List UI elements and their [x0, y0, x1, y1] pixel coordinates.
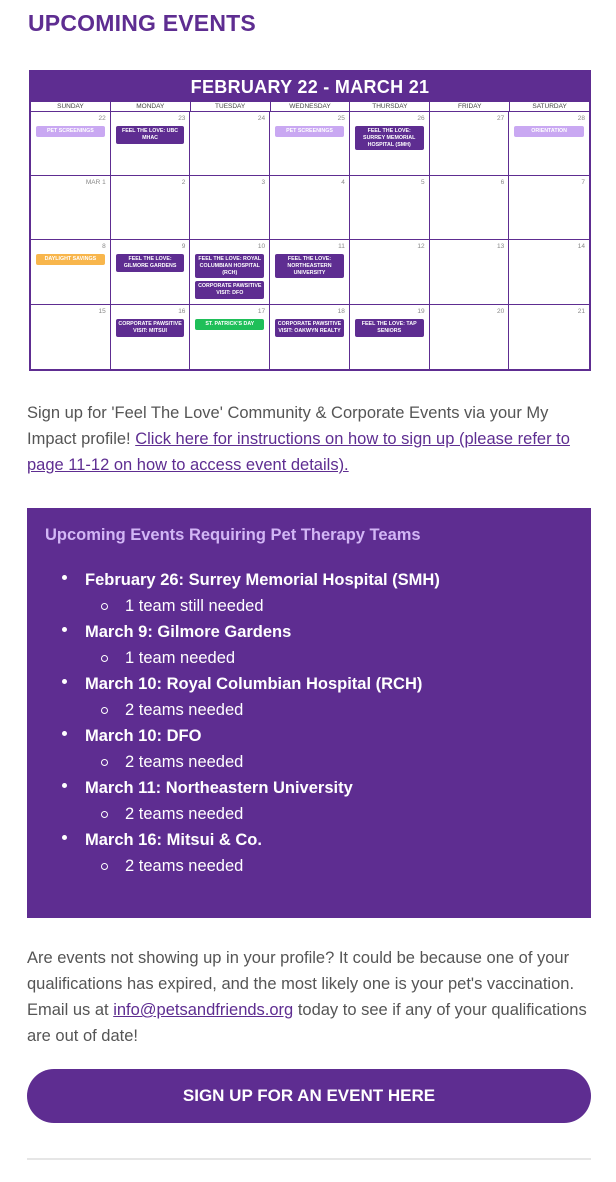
signup-instructions-link[interactable]: Click here for instructions on how to sign up (please refer to page 11-12 on how to access event details).	[27, 430, 570, 474]
calendar-event: FEEL THE LOVE: GILMORE GARDENS	[116, 254, 185, 272]
calendar-date: 20	[497, 307, 505, 315]
event-need: 2 teams needed	[85, 853, 573, 879]
list-item	[85, 723, 573, 775]
calendar-event: ST. PATRICK'S DAY	[195, 319, 264, 330]
calendar-day-cell	[430, 305, 510, 369]
sign-up-event-button[interactable]: SIGN UP FOR AN EVENT HERE	[27, 1069, 591, 1123]
calendar-date: 21	[577, 307, 585, 315]
calendar-date: 12	[417, 243, 425, 250]
calendar-date: 8	[102, 243, 106, 250]
calendar-grid	[31, 112, 589, 369]
event-need: 1 team still needed	[85, 593, 573, 619]
bullet-icon	[62, 783, 67, 788]
list-item	[85, 827, 573, 879]
calendar-day-cell	[509, 112, 589, 176]
event-title: March 10: Royal Columbian Hospital (RCH)	[85, 675, 423, 693]
calendar-date: 26	[417, 115, 425, 122]
calendar-event: PET SCREENINGS	[275, 126, 344, 137]
calendar-day-cell	[190, 176, 270, 240]
calendar-header: FEBRUARY 22 - MARCH 21	[31, 72, 589, 102]
events-requiring-teams-box	[27, 508, 591, 918]
email-link[interactable]: info@petsandfriends.org	[113, 1001, 294, 1019]
calendar-event: CORPORATE PAWSITIVE VISIT: MITSUI	[116, 319, 185, 337]
calendar-day-cell	[350, 112, 430, 176]
calendar-day-cell	[190, 305, 270, 369]
weekday-label: WEDNESDAY	[271, 102, 351, 112]
calendar-date: 5	[420, 179, 425, 186]
calendar-day-cell	[190, 240, 270, 305]
calendar-date: 23	[178, 115, 186, 122]
calendar-date: 18	[337, 307, 345, 315]
circle-bullet-icon	[101, 759, 108, 766]
calendar-date: 7	[581, 179, 585, 186]
events-box-title: Upcoming Events Requiring Pet Therapy Teams	[45, 526, 421, 544]
calendar-day-cell	[270, 112, 350, 176]
calendar-day-cell	[509, 305, 589, 369]
weekday-label: SUNDAY	[31, 102, 111, 112]
calendar-date: 3	[261, 179, 266, 186]
page-title: UPCOMING EVENTS	[28, 10, 256, 36]
calendar-day-cell	[31, 240, 111, 305]
calendar-event: ORIENTATION	[514, 126, 584, 137]
weekday-label: MONDAY	[111, 102, 191, 112]
event-title: March 11: Northeastern University	[85, 779, 353, 797]
bullet-icon	[62, 627, 67, 632]
calendar-day-cell	[270, 176, 350, 240]
calendar-event: FEEL THE LOVE: SURREY MEMORIAL HOSPITAL (SMH)	[355, 126, 424, 150]
events-list	[45, 567, 573, 879]
calendar-event: PET SCREENINGS	[36, 126, 105, 137]
calendar-date: 28	[577, 115, 585, 122]
calendar-event: FEEL THE LOVE: NORTHEASTERN UNIVERSITY	[275, 254, 344, 278]
calendar-date: 6	[500, 179, 505, 186]
calendar-date: 11	[338, 243, 345, 250]
calendar-date: MAR 1	[85, 179, 106, 186]
list-item	[85, 619, 573, 671]
calendar-date: 24	[257, 115, 266, 122]
event-title: March 16: Mitsui & Co.	[85, 831, 262, 849]
calendar-date: 9	[181, 243, 186, 250]
bullet-icon	[62, 575, 67, 580]
calendar-date: 4	[341, 179, 345, 186]
calendar-date: 16	[178, 307, 186, 315]
calendar-day-cell	[270, 240, 350, 305]
bullet-icon	[62, 731, 67, 736]
event-title: March 9: Gilmore Gardens	[85, 623, 292, 641]
calendar-date: 22	[98, 115, 106, 122]
qualifications-text: Are events not showing up in your profile? It could be because one of your qualifications has expired, and the most likely one is your pet's vaccination. Email us at	[27, 949, 575, 1019]
calendar-date: 27	[497, 115, 505, 122]
calendar-day-cell	[430, 176, 510, 240]
divider	[27, 1158, 591, 1160]
event-need: 2 teams needed	[85, 801, 573, 827]
event-need: 2 teams needed	[85, 749, 573, 775]
list-item	[85, 567, 573, 619]
bullet-icon	[62, 679, 67, 684]
calendar-day-cell	[509, 176, 589, 240]
events-calendar	[29, 70, 591, 371]
calendar-date: 13	[497, 243, 505, 250]
calendar-day-cell	[111, 305, 191, 369]
calendar-day-cell	[350, 176, 430, 240]
calendar-date: 17	[257, 307, 266, 315]
weekday-label: FRIDAY	[430, 102, 510, 112]
calendar-date: 2	[181, 179, 186, 186]
calendar-date: 10	[257, 243, 266, 250]
signup-paragraph	[27, 400, 592, 478]
calendar-day-cell	[350, 305, 430, 369]
calendar-date: 19	[417, 307, 425, 315]
calendar-day-cell	[190, 112, 270, 176]
qualifications-text-end: today to see if any of your qualifications are out of date!	[27, 1001, 587, 1045]
signup-text: Sign up for 'Feel The Love' Community & Corporate Events via your My Impact profile!	[27, 404, 549, 448]
calendar-weekdays	[31, 102, 589, 112]
calendar-event: FEEL THE LOVE: TAP SENIORS	[355, 319, 424, 337]
event-title: March 10: DFO	[85, 727, 202, 745]
calendar-event: FEEL THE LOVE: ROYAL COLUMBIAN HOSPITAL (RCH)	[195, 254, 264, 278]
event-need: 2 teams needed	[85, 697, 573, 723]
calendar-day-cell	[31, 176, 111, 240]
circle-bullet-icon	[101, 707, 108, 714]
circle-bullet-icon	[101, 811, 108, 818]
calendar-date: 25	[337, 115, 345, 122]
calendar-day-cell	[270, 305, 350, 369]
circle-bullet-icon	[101, 603, 108, 610]
calendar-day-cell	[350, 240, 430, 305]
weekday-label: SATURDAY	[510, 102, 589, 112]
calendar-event: DAYLIGHT SAVINGS	[36, 254, 105, 265]
qualifications-paragraph	[27, 945, 592, 1049]
calendar-day-cell	[509, 240, 589, 305]
weekday-label: THURSDAY	[350, 102, 430, 112]
calendar-day-cell	[111, 176, 191, 240]
weekday-label: TUESDAY	[191, 102, 271, 112]
calendar-event: CORPORATE PAWSITIVE VISIT: OAKWYN REALTY	[275, 319, 344, 337]
bullet-icon	[62, 835, 67, 840]
calendar-date: 15	[98, 307, 106, 315]
calendar-event: FEEL THE LOVE: UBC MHAC	[116, 126, 185, 144]
list-item	[85, 775, 573, 827]
event-need: 1 team needed	[85, 645, 573, 671]
calendar-day-cell	[31, 305, 111, 369]
calendar-day-cell	[31, 112, 111, 176]
calendar-day-cell	[430, 112, 510, 176]
calendar-day-cell	[111, 240, 191, 305]
circle-bullet-icon	[101, 655, 108, 662]
calendar-date: 14	[577, 243, 585, 250]
calendar-event: CORPORATE PAWSITIVE VISIT: DFO	[195, 281, 264, 299]
calendar-day-cell	[430, 240, 510, 305]
circle-bullet-icon	[101, 863, 108, 870]
event-title: February 26: Surrey Memorial Hospital (SMH)	[85, 571, 440, 589]
calendar-day-cell	[111, 112, 191, 176]
list-item	[85, 671, 573, 723]
